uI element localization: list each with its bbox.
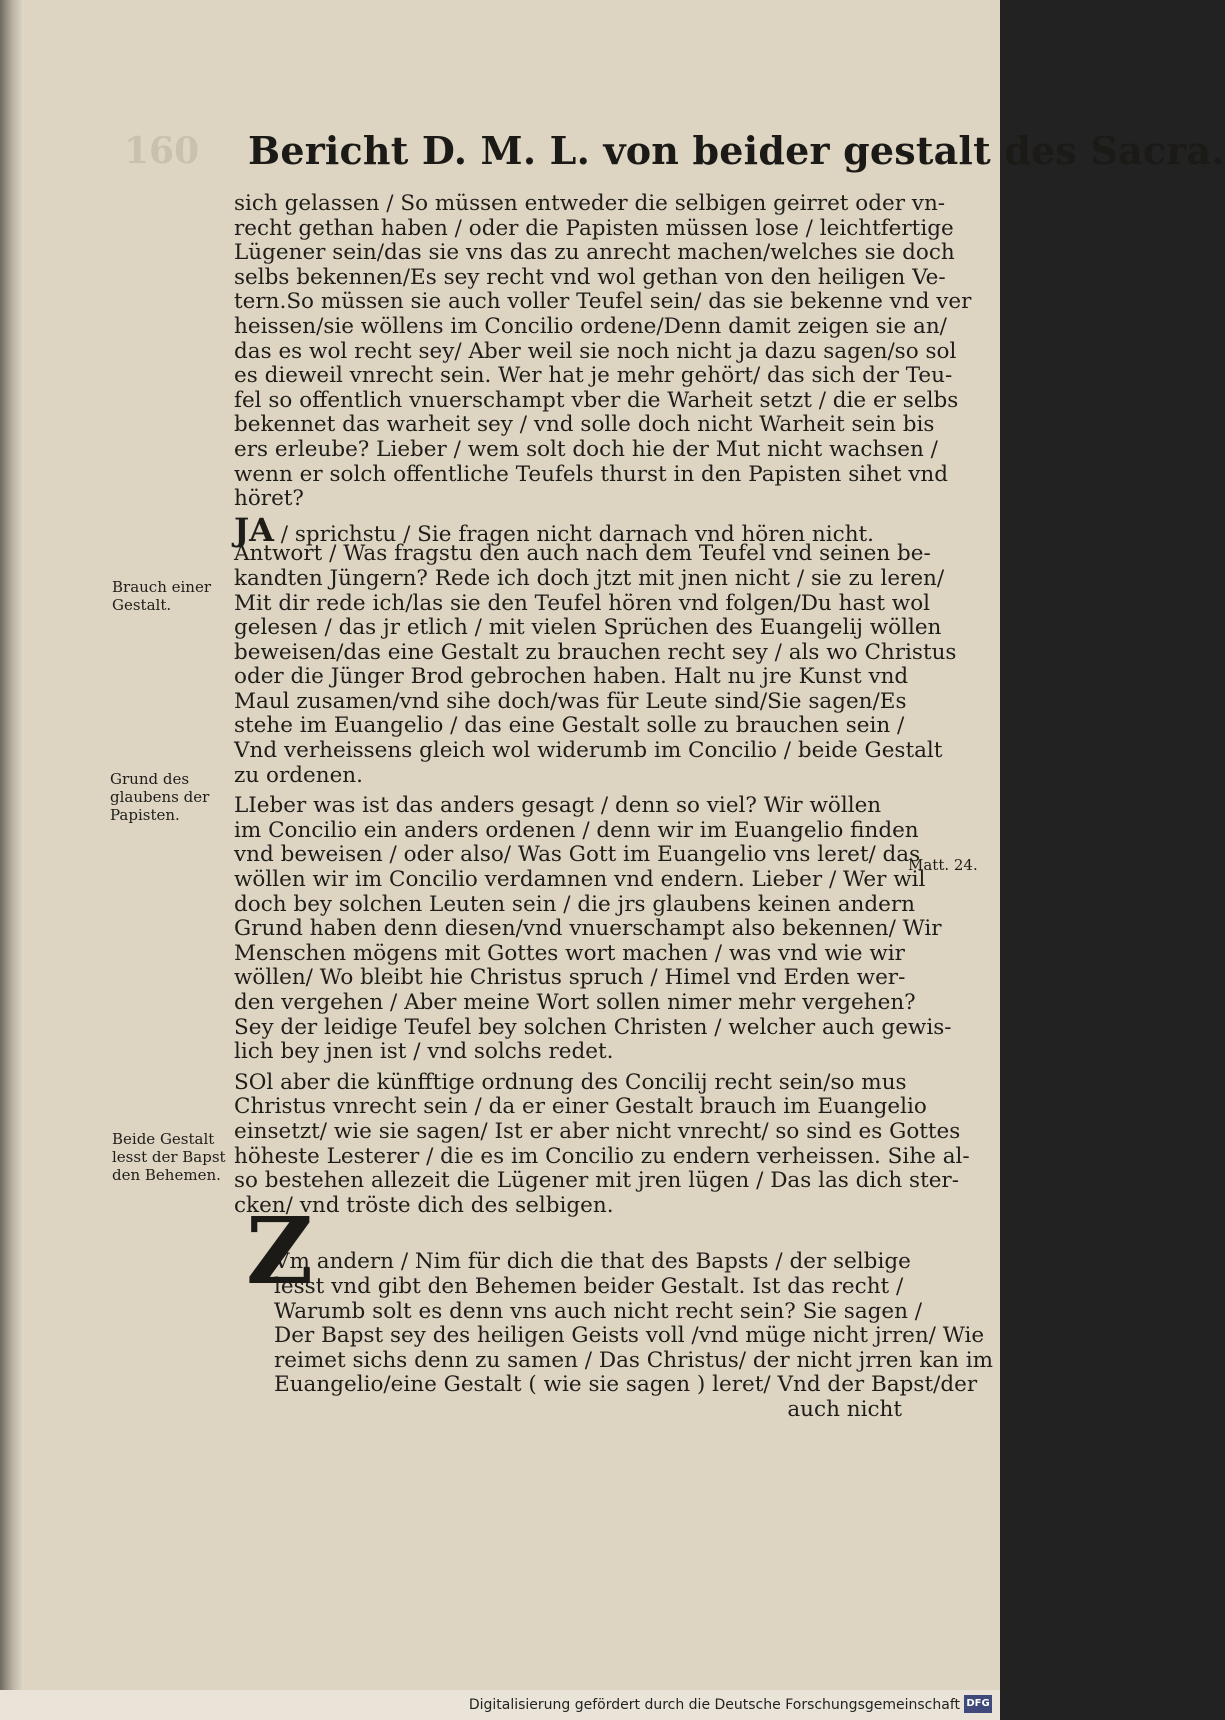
text-line: Sey der leidige Teufel bey solchen Christen / welcher auch gewis- [234, 1014, 952, 1040]
text-line: reimet sichs denn zu samen / Das Christus/ der nicht jrren kan im [274, 1347, 993, 1373]
text-line: Grund haben denn diesen/vnd vnuerschampt also bekennen/ Wir [234, 916, 942, 942]
text-line: Vnd verheissens gleich wol widerumb im Concilio / beide Gestalt [234, 738, 943, 764]
text-line: bekennet das warheit sey / vnd solle doch nicht Warheit sein bis [234, 412, 935, 438]
text-line: den vergehen / Aber meine Wort sollen nimer mehr vergehen? [234, 990, 916, 1015]
text-line: fel so offentlich vnuerschampt vber die Warheit setzt / die er selbs [234, 387, 959, 413]
bleed-through-page-number: 160 [124, 130, 200, 172]
text-line: heissen/sie wöllens im Concilio ordene/Denn damit zeigen sie an/ [234, 313, 947, 339]
text-line: lesst vnd gibt den Behemen beider Gestalt. Ist das recht / [274, 1273, 904, 1299]
text-line: Vm andern / Nim für dich die that des Bapsts / der selbige [274, 1249, 911, 1275]
text-line: wöllen wir im Concilio verdamnen vnd endern. Lieber / Wer wil [234, 867, 926, 893]
text-line: sich gelassen / So müssen entweder die selbigen geirret oder vn- [234, 191, 946, 216]
catchword: auch nicht [787, 1396, 902, 1422]
text-line: kandten Jüngern? Rede ich doch jtzt mit jnen nicht / sie zu leren/ [234, 565, 945, 591]
paragraph-2 [234, 541, 957, 788]
margin-note-grund: Grund des glaubens der Papisten. [110, 770, 210, 824]
text-line: Euangelio/eine Gestalt ( wie sie sagen ) leret/ Vnd der Bapst/der [274, 1372, 978, 1398]
text-line: selbs bekennen/Es sey recht vnd wol gethan von den heiligen Ve- [234, 264, 946, 290]
text-line: cken/ vnd tröste dich des selbigen. [234, 1192, 614, 1218]
text-line: einsetzt/ wie sie sagen/ Ist er aber nicht vnrecht/ so sind es Gottes [234, 1118, 961, 1144]
text-line: zu ordenen. [234, 762, 363, 788]
book-page-edge [0, 0, 22, 1720]
paragraph-4 [234, 1069, 970, 1219]
margin-note-brauch: Brauch einer Gestalt. [112, 578, 212, 614]
text-line: wenn er solch offentliche Teufels thurst in den Papisten sihet vnd [234, 461, 948, 487]
margin-note-matt: Matt. 24. [908, 856, 978, 874]
paragraph-5 [234, 1249, 993, 1398]
paragraph-1 [234, 191, 972, 512]
running-header: Bericht D. M. L. von beider gestalt des Sacra. [248, 128, 1225, 173]
text-line: recht gethan haben / oder die Papisten müssen lose / leichtfertige [234, 215, 954, 241]
text-line: Antwort / Was fragstu den auch nach dem Teufel vnd seinen be- [234, 541, 931, 567]
drop-cap-initial: Z [246, 1197, 314, 1305]
text-line: tern.So müssen sie auch voller Teufel sein/ das sie bekenne vnd ver [234, 289, 972, 315]
text-line: beweisen/das eine Gestalt zu brauchen recht sey / als wo Christus [234, 639, 957, 665]
text-line: Christus vnrecht sein / da er einer Gestalt brauch im Euangelio [234, 1094, 927, 1120]
text-line: gelesen / das jr etlich / mit vielen Sprüchen des Euangelij wöllen [234, 615, 942, 641]
text-line: Der Bapst sey des heiligen Geists voll /vnd müge nicht jrren/ Wie [274, 1323, 985, 1349]
text-line: Menschen mögens mit Gottes wort machen / was vnd wie wir [234, 940, 905, 966]
text-line: das es wol recht sey/ Aber weil sie noch nicht ja dazu sagen/so sol [234, 338, 957, 364]
paragraph-initial: JA [234, 510, 274, 549]
text-line: ers erleube? Lieber / wem solt doch hie der Mut nicht wachsen / [234, 436, 938, 462]
text-line: im Concilio ein anders ordenen / denn wir im Euangelio finden [234, 817, 919, 843]
text-line: so bestehen allezeit die Lügener mit jren lügen / Das las dich ster- [234, 1168, 959, 1194]
text-line: wöllen/ Wo bleibt hie Christus spruch / Himel vnd Erden wer- [234, 965, 906, 991]
text-line: Warumb solt es denn vns auch nicht recht sein? Sie sagen / [274, 1298, 923, 1324]
text-line: Maul zusamen/vnd sihe doch/was für Leute sind/Sie sagen/Es [234, 688, 907, 714]
text-line: lich bey jnen ist / vnd solchs redet. [234, 1039, 614, 1065]
text-line: Mit dir rede ich/las sie den Teufel hören vnd folgen/Du hast wol [234, 590, 931, 616]
text-line: es dieweil vnrecht sein. Wer hat je mehr gehört/ das sich der Teu- [234, 363, 953, 389]
paragraph-2-first-line: JA / sprichstu / Sie fragen nicht darnach vnd hören nicht. [234, 510, 875, 549]
footer-credit: Digitalisierung gefördert durch die Deutsche Forschungsgemeinschaft [468, 1697, 960, 1713]
text-line: höret? [234, 486, 304, 512]
text-line: oder die Jünger Brod gebrochen haben. Halt nu jre Kunst vnd [234, 664, 909, 690]
text-line: doch bey solchen Leuten sein / die jrs glaubens keinen andern [234, 891, 915, 917]
text-line: stehe im Euangelio / das eine Gestalt solle zu brauchen sein / [234, 713, 905, 739]
text-line: höheste Lesterer / die es im Concilio zu endern verheissen. Sihe al- [234, 1143, 970, 1169]
dfg-logo-icon: DFG [964, 1695, 992, 1713]
text-line: SOl aber die künfftige ordnung des Concilij recht sein/so mus [234, 1069, 907, 1095]
margin-note-beide: Beide Gestalt lesst der Bapst den Behemen. [112, 1130, 226, 1184]
text-line: LIeber was ist das anders gesagt / denn so viel? Wir wöllen [234, 793, 882, 819]
text-line: Lügener sein/das sie vns das zu anrecht machen/welches sie doch [234, 240, 955, 266]
text-line: vnd beweisen / oder also/ Was Gott im Euangelio vns leret/ das [234, 842, 921, 868]
